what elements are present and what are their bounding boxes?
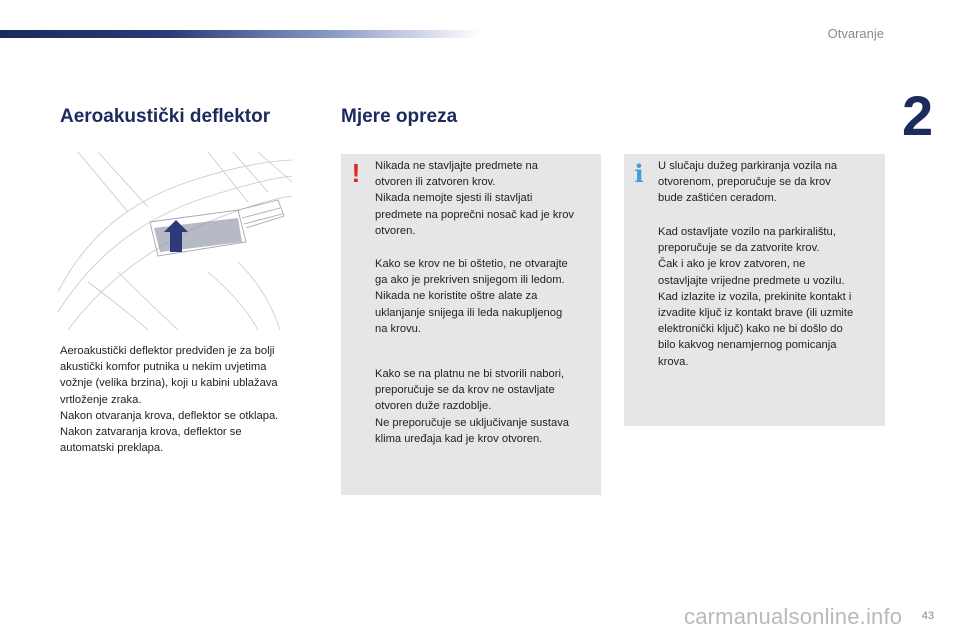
warning-paragraph-3: Kako se na platnu ne bi stvorili nabori, preporučuje se da krov ne ostavljate otvoren duže razdoblje. Ne preporučuje se uključivanje sustava klima uređaja kad je krov otvoren. — [375, 368, 570, 445]
deflector-description: Aeroakustički deflektor predviđen je za bolji akustički komfor putnika u nekim uvjetima vožnje (velika brzina), koji u kabini ublažava vrtloženje zraka. Nakon otvaranja krova, deflektor se otklapa. Nakon zatvaranja krova, deflektor se automatski preklapa. — [60, 345, 279, 455]
deflector-illustration — [58, 152, 292, 332]
warning-paragraph-2: Kako se krov ne bi oštetio, ne otvarajte ga ako je prekriven snijegom ili ledom. Nikada ne koristite oštre alate za uklanjanje snijega ili leda nakupljenog na krovu. — [375, 258, 568, 335]
page-number: 43 — [921, 610, 934, 622]
section-heading-precautions: Mjere opreza — [341, 106, 458, 127]
warning-icon: ! — [351, 158, 361, 188]
info-panel — [624, 154, 885, 426]
warning-panel — [341, 154, 601, 495]
chapter-number: 2 — [902, 84, 934, 147]
info-paragraph-1: U slučaju dužeg parkiranja vozila na otvorenom, preporučuje se da krov bude zaštićen ceradom. — [658, 160, 838, 205]
chapter-name: Otvaranje — [827, 26, 884, 41]
watermark: carmanualsonline.info — [684, 604, 903, 629]
info-paragraph-2: Kad ostavljate vozilo na parkiralištu, preporučuje se da zatvorite krov. Čak i ako je krov zatvoren, ne ostavljajte vrijedne predmete u vozilu. Kad izlazite iz vozila, prekinite kontakt i izvadite ključ iz kontakt brave (ili uzmite elektronički ključ) kako ne bi došlo do bilo kakvog nenamjernog pomicanja krova. — [658, 226, 854, 368]
header-gradient-bar — [0, 30, 480, 38]
info-icon: i — [634, 159, 644, 188]
section-heading-deflector: Aeroakustički deflektor — [60, 106, 271, 127]
warning-paragraph-1: Nikada ne stavljajte predmete na otvoren ili zatvoren krov. Nikada nemojte sjesti ili stavljati predmete na poprečni nosač kad je krov otvoren. — [375, 160, 575, 237]
